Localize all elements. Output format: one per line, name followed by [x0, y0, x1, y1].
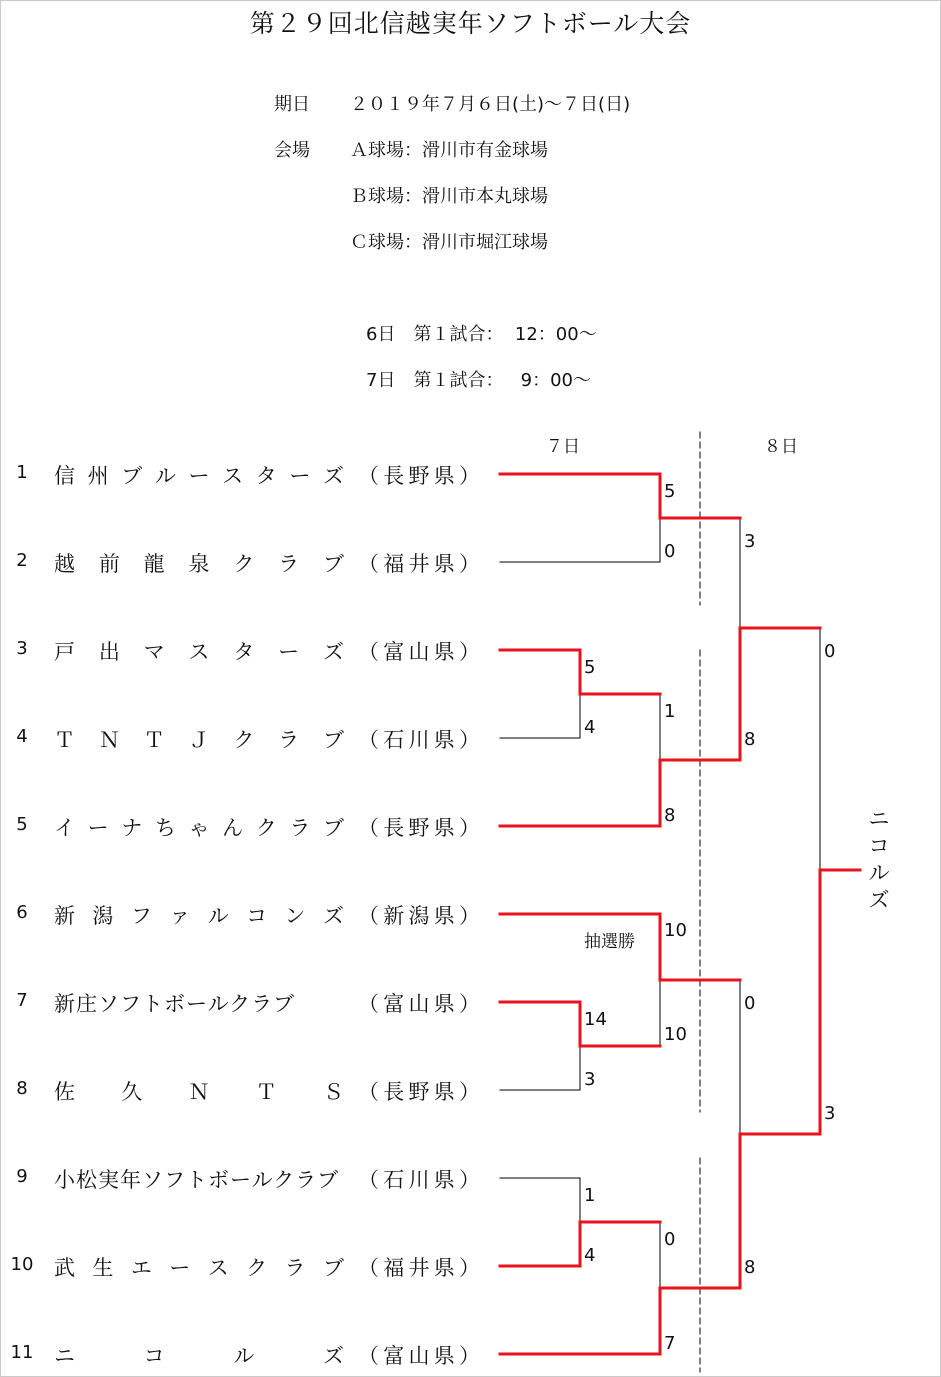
- score-team10: 4: [584, 1245, 596, 1266]
- winner-line: [500, 1288, 740, 1354]
- team-seed: 10: [10, 1254, 34, 1275]
- start-time-day6: 6日 第１試合： 12：00～: [366, 324, 597, 345]
- team-prefecture: （ 福 井 県 ）: [358, 552, 480, 576]
- team-seed: 3: [16, 638, 28, 659]
- team-name: 信 州 ブ ル ー ス タ ー ズ: [54, 464, 344, 488]
- team-name: 戸 出 マ ス タ ー ズ: [54, 640, 344, 664]
- team-seed: 4: [16, 726, 28, 747]
- team-name: 越 前 龍 泉 ク ラ ブ: [54, 552, 344, 576]
- team-name: 武 生 エ ー ス ク ラ ブ: [54, 1256, 344, 1280]
- venue-b: Ｂ球場：滑川市本丸球場: [350, 186, 548, 207]
- venue-c: Ｃ球場：滑川市堀江球場: [350, 232, 548, 253]
- bracket-line: [500, 518, 660, 562]
- team-name: 佐 久 Ｎ Ｔ Ｓ: [54, 1080, 344, 1104]
- score-team9-10: 0: [664, 1229, 676, 1250]
- team-prefecture: （ 富 山 県 ）: [358, 1344, 480, 1368]
- score-team8: 3: [584, 1069, 596, 1090]
- champion-name: ニ コ ル ズ: [868, 807, 890, 912]
- team-seed: 5: [16, 814, 28, 835]
- bracket-line: [500, 1046, 580, 1090]
- score-sf2-bottom: 8: [744, 1257, 756, 1278]
- team-seed: 11: [10, 1342, 34, 1363]
- winner-line: [500, 1002, 660, 1046]
- team-prefecture: （ 長 野 県 ）: [358, 816, 480, 840]
- team-name: Ｔ Ｎ Ｔ Ｊ ク ラ ブ: [54, 728, 344, 752]
- score-team7-8: 10: [664, 1024, 687, 1045]
- bracket-line: [500, 1178, 580, 1222]
- score-team6: 10: [664, 920, 687, 941]
- team-prefecture: （ 長 野 県 ）: [358, 464, 480, 488]
- date-value: ２０１９年７月６日(土)～７日(日): [350, 94, 631, 115]
- lottery-win-note: 抽選勝: [584, 932, 635, 952]
- score-sf2-top: 0: [744, 993, 756, 1014]
- team-seed: 2: [16, 550, 28, 571]
- team-prefecture: （ 石 川 県 ）: [358, 728, 480, 752]
- team-prefecture: （ 富 山 県 ）: [358, 992, 480, 1016]
- day-header-8: ８日: [764, 437, 798, 457]
- score-team5: 8: [664, 805, 676, 826]
- winner-line: [820, 870, 860, 1134]
- team-seed: 7: [16, 990, 28, 1011]
- score-team7: 14: [584, 1009, 607, 1030]
- team-prefecture: （ 富 山 県 ）: [358, 640, 480, 664]
- venue-label: 会場: [274, 140, 310, 161]
- start-time-day7: 7日 第１試合： 9：00～: [366, 370, 591, 391]
- score-sf1-bottom: 8: [744, 729, 756, 750]
- score-team3-4: 1: [664, 701, 676, 722]
- team-name: イ ー ナ ち ゃ ん ク ラ ブ: [54, 816, 344, 840]
- score-final-top: 0: [824, 641, 836, 662]
- winner-line: [500, 474, 740, 518]
- winner-line: [500, 650, 660, 694]
- score-team11: 7: [664, 1333, 676, 1354]
- team-prefecture: （ 長 野 県 ）: [358, 1080, 480, 1104]
- score-team9: 1: [584, 1185, 596, 1206]
- score-team1: 5: [664, 481, 676, 502]
- team-prefecture: （ 新 潟 県 ）: [358, 904, 480, 928]
- bracket-line: [500, 694, 580, 738]
- winner-line: [500, 1222, 660, 1266]
- team-prefecture: （ 石 川 県 ）: [358, 1168, 480, 1192]
- team-name: 新 潟 フ ァ ル コ ン ズ: [54, 904, 344, 928]
- score-team2: 0: [664, 541, 676, 562]
- score-team3: 5: [584, 657, 596, 678]
- winner-line: [500, 760, 740, 826]
- team-seed: 8: [16, 1078, 28, 1099]
- page-title: 第２９回北信越実年ソフトボール大会: [249, 9, 692, 38]
- date-label: 期日: [274, 94, 310, 115]
- team-prefecture: （ 福 井 県 ）: [358, 1256, 480, 1280]
- score-final-bottom: 3: [824, 1103, 836, 1124]
- team-name: 新庄ソフトボールクラブ: [54, 992, 296, 1016]
- team-name: 小松実年ソフトボールクラブ: [54, 1168, 340, 1192]
- score-sf1-top: 3: [744, 531, 756, 552]
- day-header-7: ７日: [546, 437, 580, 457]
- team-seed: 6: [16, 902, 28, 923]
- venue-a: Ａ球場：滑川市有金球場: [350, 140, 548, 161]
- score-team4: 4: [584, 717, 596, 738]
- team-seed: 9: [16, 1166, 28, 1187]
- team-seed: 1: [16, 462, 28, 483]
- team-name: ニ コ ル ズ: [54, 1344, 344, 1368]
